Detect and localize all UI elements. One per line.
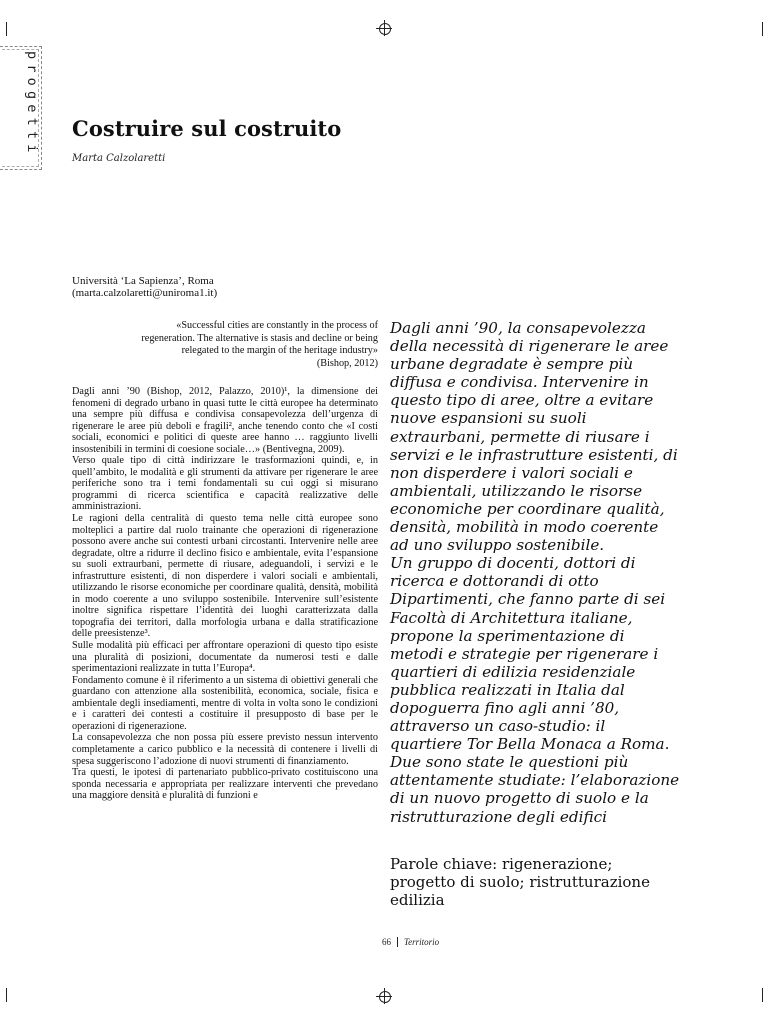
abstract-paragraph: Un gruppo di docenti, dottori di ricerca e dottorandi di otto Dipartimenti, che fanno parte di sei Facoltà di Architettura italiane, propone la sperimentazione di metodi e strategie per rigenerare i quartieri di edilizia residenziale pubblica realizzati in Italia dal dopoguerra fino agli anni ’80, attraverso un caso-studio: il quartiere Tor Bella Monaca a Roma.	[390, 554, 670, 754]
author-affiliation	[72, 276, 217, 299]
crop-mark	[762, 22, 763, 36]
body-paragraph: Dagli anni ’90 (Bishop, 2012, Palazzo, 2010)¹, la dimensione dei fenomeni di degrado urbano in quasi tutte le città europee ha determinato una sempre più diffusa e condivisa consapevolezza dell’urgenza di rigenerare le aree più deboli e fragili², anche tenendo conto che «I costi sociali, economici e politici di queste aree hanno … raggiunto livelli insostenibili in termini di coesione sociale…» (Bentivegna, 2009).	[72, 386, 378, 455]
epigraph	[72, 320, 378, 370]
crop-mark	[6, 988, 7, 1002]
registration-mark-bottom	[376, 988, 392, 1004]
abstract	[390, 319, 680, 826]
body-column	[72, 386, 378, 802]
body-paragraph: Sulle modalità più efficaci per affrontare operazioni di questo tipo esiste una pluralità di posizioni, documentate da numerosi testi e dalle sperimentazioni realizzate in tutta l’Europa⁴.	[72, 640, 378, 675]
epigraph-line: «Successful cities are constantly in the process of	[176, 320, 378, 331]
page-footer	[382, 937, 439, 947]
crop-mark	[6, 22, 7, 36]
epigraph-line: regeneration. The alternative is stasis and decline or being	[141, 332, 378, 344]
abstract-paragraph: Dagli anni ’90, la consapevolezza della necessità di rigenerare le aree urbane degradate è sempre più diffusa e condivisa. Intervenire in questo tipo di aree, oltre a evitare nuove espansioni su suoli extraurbani, permette di riusare i servizi e le infrastrutture esistenti, di non disperdere i valori sociali e ambientali, utilizzando le risorse economiche per coordinare qualità, densità, mobilità in modo coerente ad uno sviluppo sostenibile.	[390, 319, 678, 555]
footer-divider	[397, 937, 398, 947]
journal-name: Territorio	[404, 937, 440, 947]
body-paragraph: Verso quale tipo di città indirizzare le trasformazioni quindi, e, in quell’ambito, le modalità e gli strumenti da attivare per rigenerare le aree periferiche sono tra i temi fondamentali su cui oggi si misurano programmi di ricerca scientifica e capacità realizzative delle amministrazioni.	[72, 455, 378, 513]
keywords: Parole chiave: rigenerazione; progetto di suolo; ristrutturazione edilizia	[390, 855, 650, 909]
body-paragraph: La consapevolezza che non possa più essere previsto nessun intervento completamente a carico pubblico e la necessità di contenere i livelli di spesa suggeriscono l’adozione di nuovi strumenti di finanziamento.	[72, 732, 378, 767]
section-label: progetti	[24, 51, 40, 158]
body-paragraph: Tra questi, le ipotesi di partenariato pubblico-privato costituiscono una sponda necessaria e appropriata per realizzare interventi che prevedano una maggiore densità e pluralità di funzioni e	[72, 767, 378, 802]
crop-mark	[762, 988, 763, 1002]
article-title: Costruire sul costruito	[72, 116, 342, 141]
affiliation-institution: Università ‘La Sapienza’, Roma	[72, 275, 214, 287]
article-author: Marta Calzolaretti	[72, 153, 166, 164]
epigraph-line: relegated to the margin of the heritage industry»	[181, 345, 378, 357]
body-paragraph: Le ragioni della centralità di questo tema nelle città europee sono molteplici a partire dal ruolo trainante che operazioni di rigenerazione possono avere anche sui contesti urbani circostanti. Intervenire nelle aree degradate, oltre a ridurre il declino fisico e ambientale, evita l’espansione su suoli extraurbani, permette di riusare, adeguandoli, i servizi e le infrastrutture esistenti, di non disperdere i valori sociali e ambientali, utilizzando le risorse economiche per coordinare qualità, densità, mobilità in modo coerente a uno sviluppo sostenibile. Intervenire sull’esistente inoltre significa rispettare l’identità dei luoghi caratterizzata dalla topografia dei territori, dalla morfologia urbana e dalla stratificazione delle preesistenze³.	[72, 513, 378, 640]
page-number: 66	[382, 937, 391, 947]
abstract-paragraph: Due sono state le questioni più attentamente studiate: l’elaborazione di un nuovo progetto di suolo e la ristrutturazione degli edifici	[390, 753, 680, 826]
registration-mark-top	[376, 20, 392, 36]
body-paragraph: Fondamento comune è il riferimento a un sistema di obiettivi generali che guardano con attenzione alla sostenibilità, economica, sociale, fisica e ambientale degli insediamenti, mentre di volta in volta sono le condizioni e i caratteri dei contesti a costituire il presupposto di base per le operazioni di rigenerazione.	[72, 674, 378, 732]
section-tab	[0, 46, 42, 170]
epigraph-citation: (Bishop, 2012)	[316, 357, 378, 369]
affiliation-email: (marta.calzolaretti@uniroma1.it)	[72, 286, 218, 299]
